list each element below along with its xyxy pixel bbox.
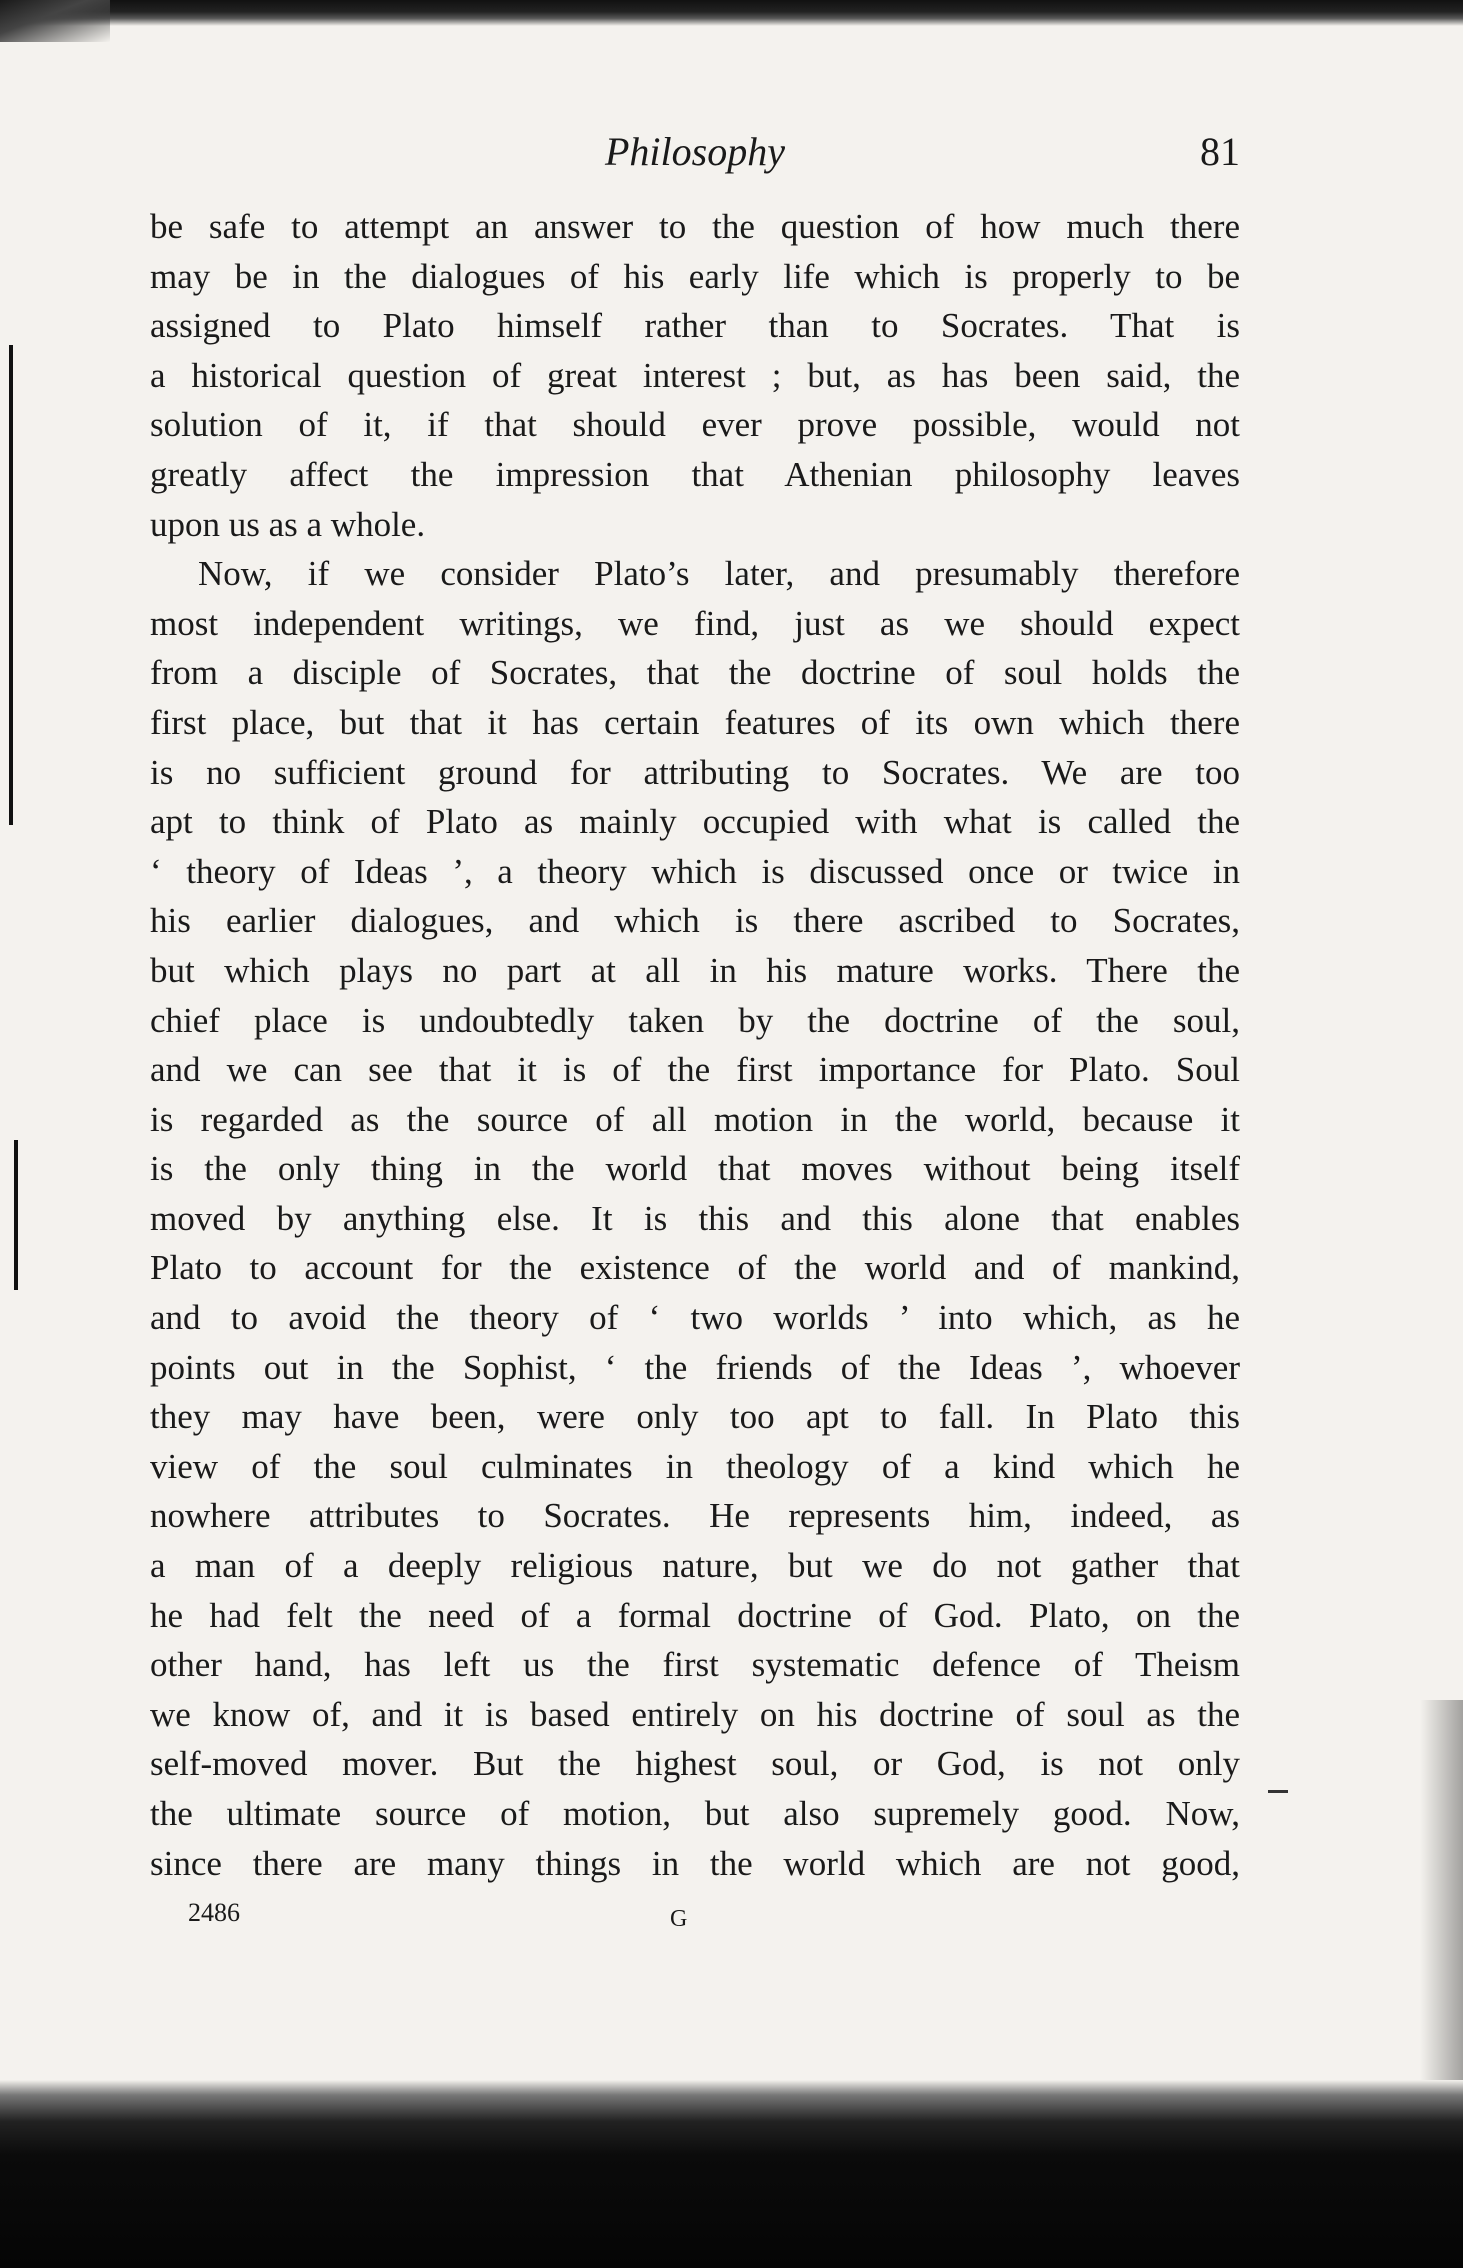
text-line: we know of, and it is based entirely on his doctrine of soul as the <box>150 1694 1240 1734</box>
text-line: be safe to attempt an answer to the question of how much there <box>150 207 1240 246</box>
text-line: but which plays no part at all in his mature works. There the <box>150 950 1240 990</box>
text-line: view of the soul culminates in theology of a kind which he <box>150 1446 1240 1486</box>
scan-bottom-edge <box>0 2080 1463 2268</box>
text-line: since there are many things in the world which are not good, <box>150 1843 1240 1883</box>
text-line: he had felt the need of a formal doctrine of God. Plato, on the <box>150 1595 1240 1635</box>
text-line: the ultimate source of motion, but also supremely good. Now, <box>150 1794 1240 1833</box>
text-line: they may have been, were only too apt to fall. In Plato this <box>150 1397 1240 1437</box>
running-title: Philosophy <box>605 129 785 174</box>
text-line: his earlier dialogues, and which is there ascribed to Socrates, <box>150 901 1240 941</box>
text-line: most independent writings, we find, just as we should expect <box>150 603 1240 643</box>
margin-scan-mark <box>9 345 13 825</box>
text-line: from a disciple of Socrates, that the doctrine of soul holds the <box>150 653 1240 693</box>
page-footer <box>150 1898 1240 1948</box>
text-line: moved by anything else. It is this and this alone that enables <box>150 1198 1240 1238</box>
text-line: a historical question of great interest ; but, as has been said, the <box>150 355 1240 395</box>
text-line: nowhere attributes to Socrates. He represents him, indeed, as <box>150 1496 1240 1536</box>
text-line: assigned to Plato himself rather than to Socrates. That is <box>150 306 1240 346</box>
text-line: is no sufficient ground for attributing to Socrates. We are too <box>150 752 1240 792</box>
text-line: may be in the dialogues of his early life which is properly to be <box>150 256 1240 296</box>
text-line: solution of it, if that should ever prove possible, would not <box>150 405 1240 445</box>
page-header <box>150 120 1240 190</box>
signature-letter: G <box>670 1906 688 1933</box>
signature-number: 2486 <box>188 1898 240 1928</box>
text-line: is the only thing in the world that moves without being itself <box>150 1149 1240 1189</box>
text-line: ‘ theory of Ideas ’, a theory which is discussed once or twice in <box>150 851 1240 891</box>
scan-corner-shadow <box>0 0 110 42</box>
page-number: 81 <box>1200 129 1240 174</box>
text-line: first place, but that it has certain features of its own which there <box>150 702 1240 742</box>
book-page <box>150 120 1240 1948</box>
text-line: chief place is undoubtedly taken by the doctrine of the soul, <box>150 1000 1240 1040</box>
text-line: points out in the Sophist, ‘ the friends of the Ideas ’, whoever <box>150 1347 1240 1387</box>
margin-dash-mark <box>1268 1790 1288 1793</box>
text-line: other hand, has left us the first systematic defence of Theism <box>150 1645 1240 1685</box>
text-line: and we can see that it is of the first importance for Plato. Soul <box>150 1050 1240 1090</box>
text-line: self-moved mover. But the highest soul, or God, is not only <box>150 1744 1240 1784</box>
scan-top-edge <box>0 0 1463 26</box>
text-line: a man of a deeply religious nature, but we do not gather that <box>150 1546 1240 1586</box>
text-line: and to avoid the theory of ‘ two worlds ’ into which, as he <box>150 1298 1240 1338</box>
text-line: Plato to account for the existence of the world and of mankind, <box>150 1248 1240 1288</box>
body-text <box>150 202 1240 1888</box>
text-line: upon us as a whole. <box>150 504 426 544</box>
text-line: apt to think of Plato as mainly occupied with what is called the <box>150 802 1240 842</box>
text-line: Now, if we consider Plato’s later, and presumably therefore <box>198 554 1240 594</box>
scan-right-shadow <box>1420 1700 1463 2100</box>
text-line: greatly affect the impression that Athenian philosophy leaves <box>150 454 1240 494</box>
text-line: is regarded as the source of all motion in the world, because it <box>150 1099 1240 1139</box>
margin-scan-mark <box>14 1140 18 1290</box>
